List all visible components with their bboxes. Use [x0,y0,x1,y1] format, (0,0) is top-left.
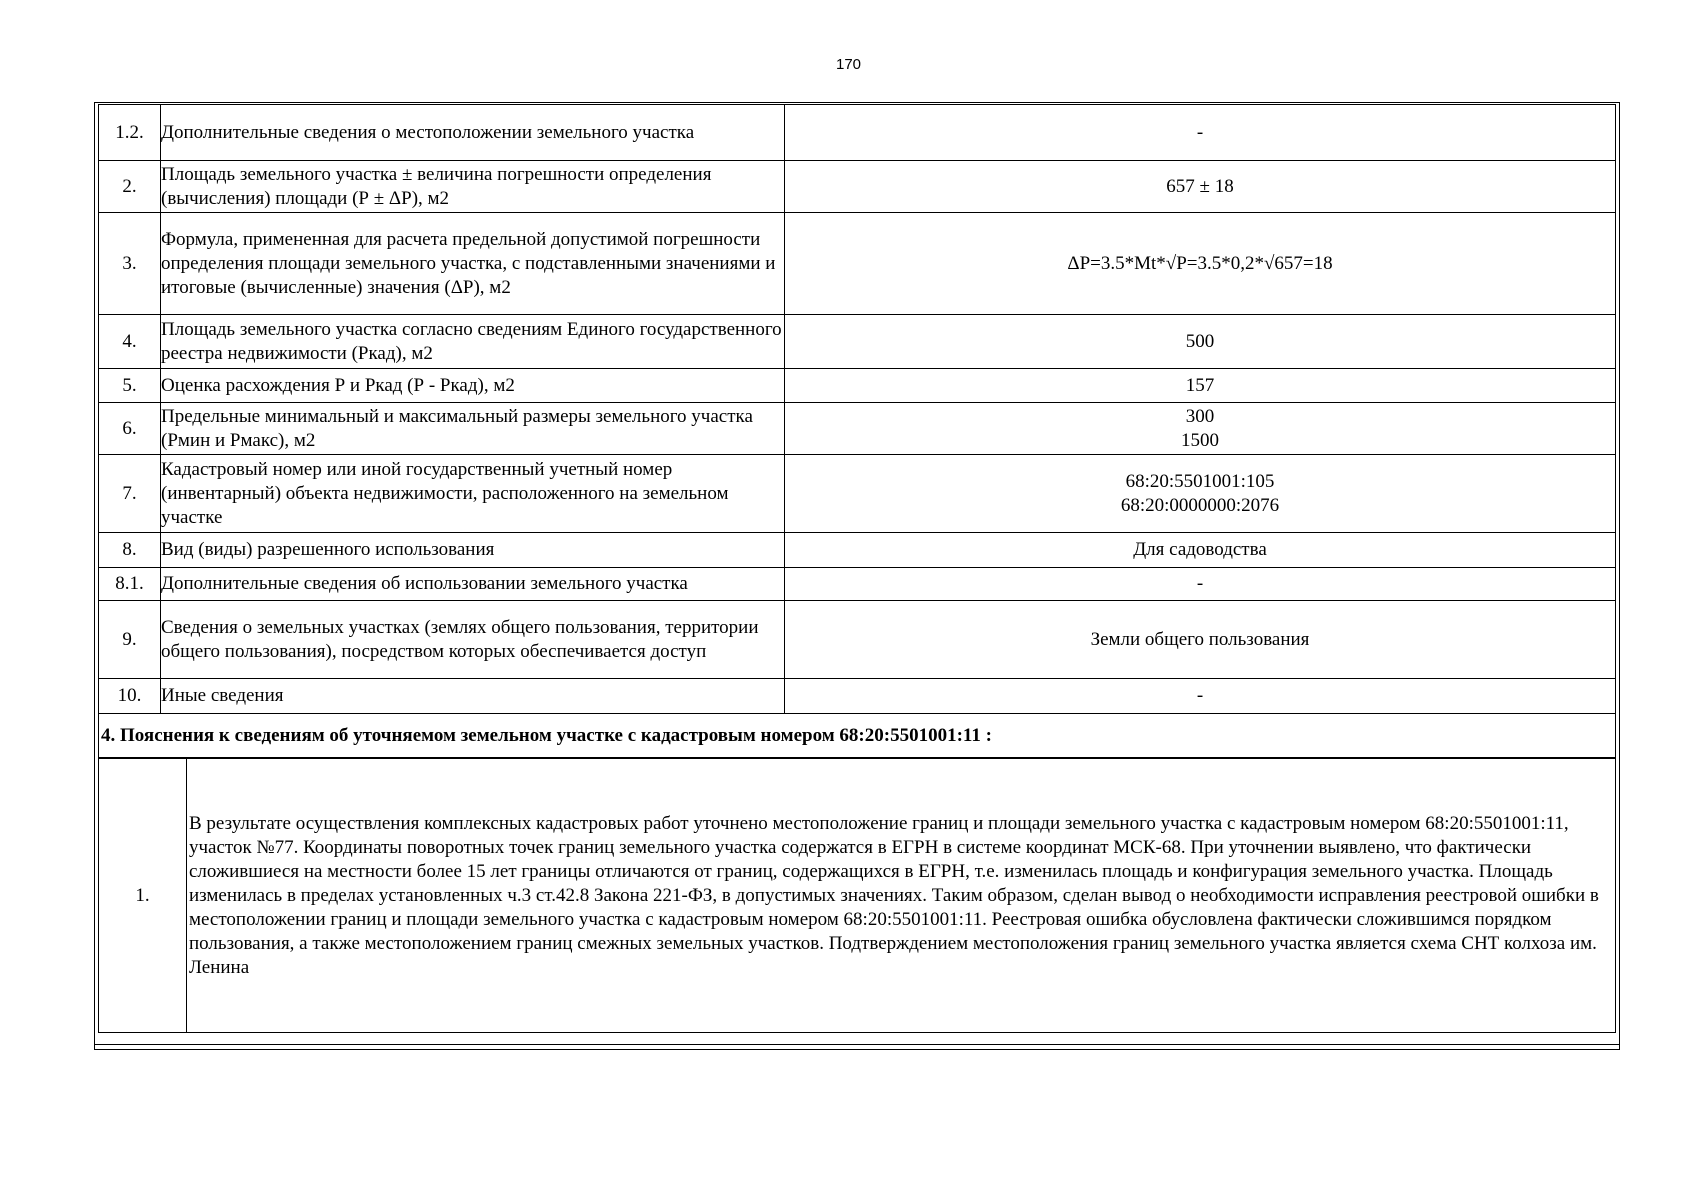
row-label: Формула, примененная для расчета предельной допустимой погрешности определения площади земельного участка, с подставленными значениями и итоговые (вычисленные) значения (ΔР), м2 [161,213,785,315]
row-number: 3. [99,213,161,315]
table-row [99,533,1616,568]
table-row [99,679,1616,714]
explanation-number: 1. [99,759,187,1033]
section-title: 4. Пояснения к сведениям об уточняемом земельном участке с кадастровым номером 68:20:5501001:11 : [98,714,1616,758]
row-number: 9. [99,601,161,679]
row-label: Дополнительные сведения об использовании земельного участка [161,568,785,601]
row-value: - [785,105,1616,161]
table-row [99,161,1616,213]
bottom-rule [94,1044,1620,1050]
row-value: - [785,679,1616,714]
table-row [99,315,1616,369]
row-label: Дополнительные сведения о местоположении земельного участка [161,105,785,161]
explanation-text: В результате осуществления комплексных кадастровых работ уточнено местоположение границ и площади земельного участка с кадастровым номером 68:20:5501001:11, участок №77. Координаты поворотных точек границ земельного участка содержатся в ЕГРН в системе координат МСК-68. При уточнении выявлено, что фактически сложившиеся на местности более 15 лет границы отличаются от границ, содержащихся в ЕГРН, т.е. изменилась площадь и конфигурация земельного участка. Площадь изменилась в пределах установленных ч.3 ст.42.8 Закона 221-ФЗ, в допустимых значениях. Таким образом, сделан вывод о необходимости исправления реестровой ошибки в местоположении границ и площади земельного участка с кадастровым номером 68:20:5501001:11. Реестровая ошибка обусловлена фактически сложившимся порядком пользования, а также местоположением границ смежных земельных участков. Подтверждением местоположения границ земельного участка является схема СНТ колхоза им. Ленина [187,759,1616,1033]
row-value: 157 [785,369,1616,403]
explanation-row [99,759,1616,1033]
row-number: 2. [99,161,161,213]
row-label: Площадь земельного участка согласно сведениям Единого государственного реестра недвижимости (Ркад), м2 [161,315,785,369]
row-value: 500 [785,315,1616,369]
explanation-table [98,758,1616,1033]
row-number: 8. [99,533,161,568]
row-value: 657 ± 18 [785,161,1616,213]
cadastral-numbers: 68:20:5501001:105 68:20:0000000:2076 [785,455,1616,533]
row-label: Кадастровый номер или иной государственный учетный номер (инвентарный) объекта недвижимости, расположенного на земельном участке [161,455,785,533]
table-row [99,213,1616,315]
row-label: Площадь земельного участка ± величина погрешности определения (вычисления) площади (Р ± ΔР), м2 [161,161,785,213]
row-label: Сведения о земельных участках (землях общего пользования, территории общего пользования), посредством которых обеспечивается доступ [161,601,785,679]
row-number: 1.2. [99,105,161,161]
table-row [99,568,1616,601]
row-value: Земли общего пользования [785,601,1616,679]
formula-value: ΔP=3.5*Mt*√P=3.5*0,2*√657=18 [785,213,1616,315]
table-row [99,369,1616,403]
table-row [99,455,1616,533]
row-label: Иные сведения [161,679,785,714]
row-number: 6. [99,403,161,455]
row-number: 8.1. [99,568,161,601]
row-label: Вид (виды) разрешенного использования [161,533,785,568]
land-plot-info-table [98,104,1616,714]
row-number: 10. [99,679,161,714]
row-value: - [785,568,1616,601]
row-value: Для садоводства [785,533,1616,568]
table-row [99,105,1616,161]
table-row [99,601,1616,679]
document-content [98,104,1616,1033]
page-number: 170 [835,56,862,73]
row-number: 4. [99,315,161,369]
row-number: 7. [99,455,161,533]
row-label: Предельные минимальный и максимальный размеры земельного участка (Рмин и Рмакс), м2 [161,403,785,455]
row-label: Оценка расхождения Р и Ркад (Р - Ркад), м2 [161,369,785,403]
row-number: 5. [99,369,161,403]
table-row [99,403,1616,455]
row-value: 300 1500 [785,403,1616,455]
